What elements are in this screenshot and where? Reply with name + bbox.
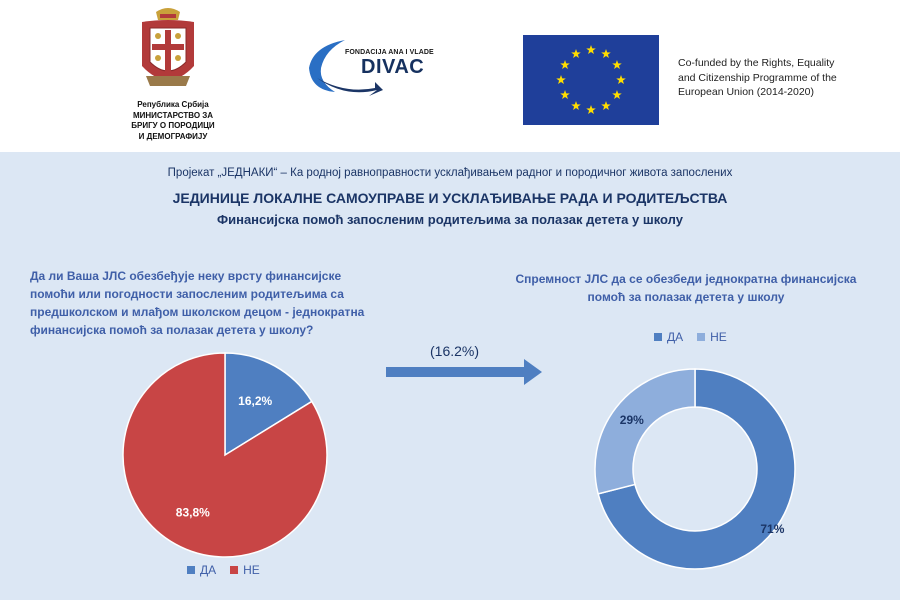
serbia-coat-of-arms-icon [138, 6, 198, 96]
legend-left [187, 563, 270, 577]
ministry-line: И ДЕМОГРАФИЈУ [138, 131, 208, 141]
legend-right [654, 330, 737, 344]
donut-chart-right [590, 364, 800, 574]
divac-foundation-text: FONDACIJA ANA I VLADE [345, 49, 434, 56]
ministry-line: БРИГУ О ПОРОДИЦИ [131, 121, 215, 130]
divac-logo-text: DIVAC [361, 56, 425, 78]
data-label-no: 29% [619, 413, 644, 427]
legend-item-no [697, 330, 727, 344]
question-line: предшколском и млађом школском децом - једнократна [30, 305, 365, 319]
legend-swatch-yes [187, 566, 195, 574]
eu-text-line: and Citizenship Programme of the [678, 71, 837, 84]
data-label-yes: 16,2% [238, 393, 273, 408]
eu-flag-icon [523, 35, 659, 125]
legend-swatch-yes [654, 333, 662, 341]
arrow-label: (16.2%) [430, 343, 480, 359]
question-line: финансијска помоћ за полазак детета у школу? [30, 323, 314, 337]
legend-item-no [230, 563, 260, 577]
right-question [486, 270, 886, 306]
legend-item-yes [654, 330, 683, 344]
data-label-yes: 71% [760, 522, 785, 537]
question-line: Спремност ЈЛС да се обезбеди једнократна финансијска [515, 272, 857, 286]
project-title: Пројекат „ЈЕДНАКИ“ – Ка родној равноправности усклађивањем радног и породичног живота запослених [167, 167, 733, 179]
question-line: Да ли Ваша ЈЛС обезбеђује неку врсту финансијске [30, 269, 342, 283]
left-question [30, 267, 450, 339]
eu-text-line: European Union (2014-2020) [678, 86, 815, 98]
legend-label-yes: ДА [667, 330, 684, 344]
main-title: ЈЕДИНИЦЕ ЛОКАЛНЕ САМОУПРАВЕ И УСКЛАЂИВАЊЕ РАДА И РОДИТЕЉСТВА [172, 190, 728, 206]
pie-slice-no [595, 369, 695, 494]
ministry-line: Република Србија [137, 100, 209, 109]
right-arrow-icon [386, 359, 542, 385]
legend-label-yes: ДА [200, 563, 217, 577]
ministry-line: МИНИСТАРСТВО ЗА [132, 110, 214, 120]
pie-chart-left [120, 350, 330, 560]
legend-swatch-no [230, 566, 238, 574]
eu-cofunded-text [678, 56, 878, 100]
ministry-label [118, 100, 228, 142]
question-line: помоћи или погодности запосленим родитељима са [30, 287, 344, 301]
question-line: помоћ за полазак детета у школу [587, 290, 785, 304]
legend-swatch-no [697, 333, 705, 341]
eu-text-line: Co-funded by the Rights, Equality [678, 57, 835, 69]
legend-label-no: НЕ [710, 330, 727, 344]
sub-title: Финансијска помоћ запосленим родитељима за полазак детета у школу [217, 212, 683, 227]
legend-item-yes [187, 563, 216, 577]
legend-label-no: НЕ [243, 563, 260, 577]
data-label-no: 83,8% [175, 505, 210, 520]
